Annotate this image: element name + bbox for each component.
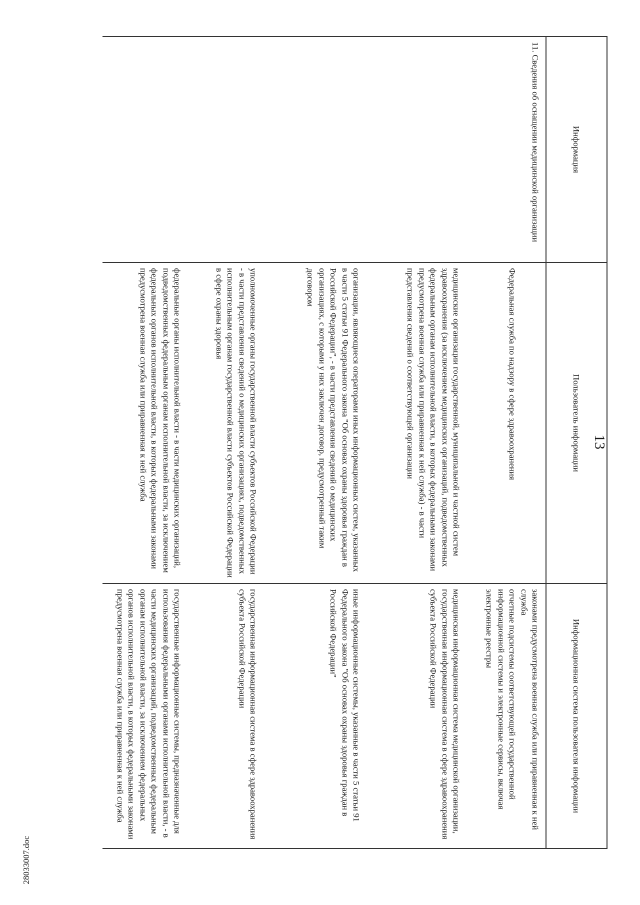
system-entry: законами предусмотрена военная служба или приравненная к ней служба (519, 589, 541, 831)
information-cell (103, 37, 547, 263)
table-header-row (546, 37, 607, 849)
user-entry (518, 268, 541, 578)
system-entry: государственные информационные системы, предназначенные для использования федеральными органами исполнительной власти, - в части медицинских организаций, подведомственных федеральным органам исполнительной власти, за исключением федеральных органов исполнительной власти, в которых федеральными законами предусмотрена военная служба или приравненная к ней служба (115, 589, 183, 840)
header-user-information-system: Информационная система пользователя информации (546, 584, 607, 849)
header-information-user: Пользователь информации (546, 263, 607, 584)
header-information: Информация (546, 37, 607, 263)
section-title: 11. Сведения об оснащении медицинской организации (530, 42, 541, 243)
system-entry: отчетные подсистемы соответствующей государственной информационной системы и электронные сервисы, включая электронные реестры (484, 589, 518, 810)
information-table (103, 36, 608, 849)
information-user-cell (103, 263, 547, 584)
user-entry: организации, являющиеся операторами иных информационных систем, указанных в части 5 статьи 91 Федерального закона "Об основах охраны здоровья граждан в Российской Федерации", - в части представления сведений о медицинских организациях, с которыми у них заключен договор, предусмотренный таким договором (305, 268, 362, 572)
rotated-table-container (103, 36, 608, 848)
user-entry: медицинские организации государственной, муниципальной и частной систем здравоохранения (за исключением медицинских организаций, подведомственных федеральным органам исполнительной власти, в которых федеральными законами предусмотрена военная служба или приравненная к ней служба) - в части представления сведений о соответствующей организации (405, 268, 462, 572)
table-row (103, 37, 547, 849)
user-entry: Федеральная служба по надзору в сфере здравоохранения (507, 268, 518, 481)
system-entry: иные информационные системы, указанные в части 5 статьи 91 Федерального закона "Об основах охраны здоровья граждан в Российской Федерации" (328, 589, 362, 822)
document-id: 28033007.doc (21, 835, 31, 885)
page-number: 13 (591, 434, 607, 450)
user-information-system-cell (103, 584, 547, 849)
user-entry: уполномоченные органы государственной власти субъектов Российской Федерации - в части представления сведений о медицинских организациях, подведомственных исполнительным органам государственной власти субъектов Российской Федерации в сфере охраны здоровья (214, 268, 259, 578)
system-entry: медицинская информационная система медицинской организации, государственная информационная система в сфере здравоохранения субъекта Российской Федерации (428, 589, 462, 840)
system-entry: государственная информационная система в сфере здравоохранения субъекта Российской Федерации (237, 589, 259, 840)
user-entry: федеральные органы исполнительной власти - в части медицинских организаций, подведомственных федеральным органам исполнительной власти, за исключением федеральных органов исполнительной власти, в которых федеральными законами предусмотрена военная служба или приравненная к ней служба (138, 268, 183, 573)
